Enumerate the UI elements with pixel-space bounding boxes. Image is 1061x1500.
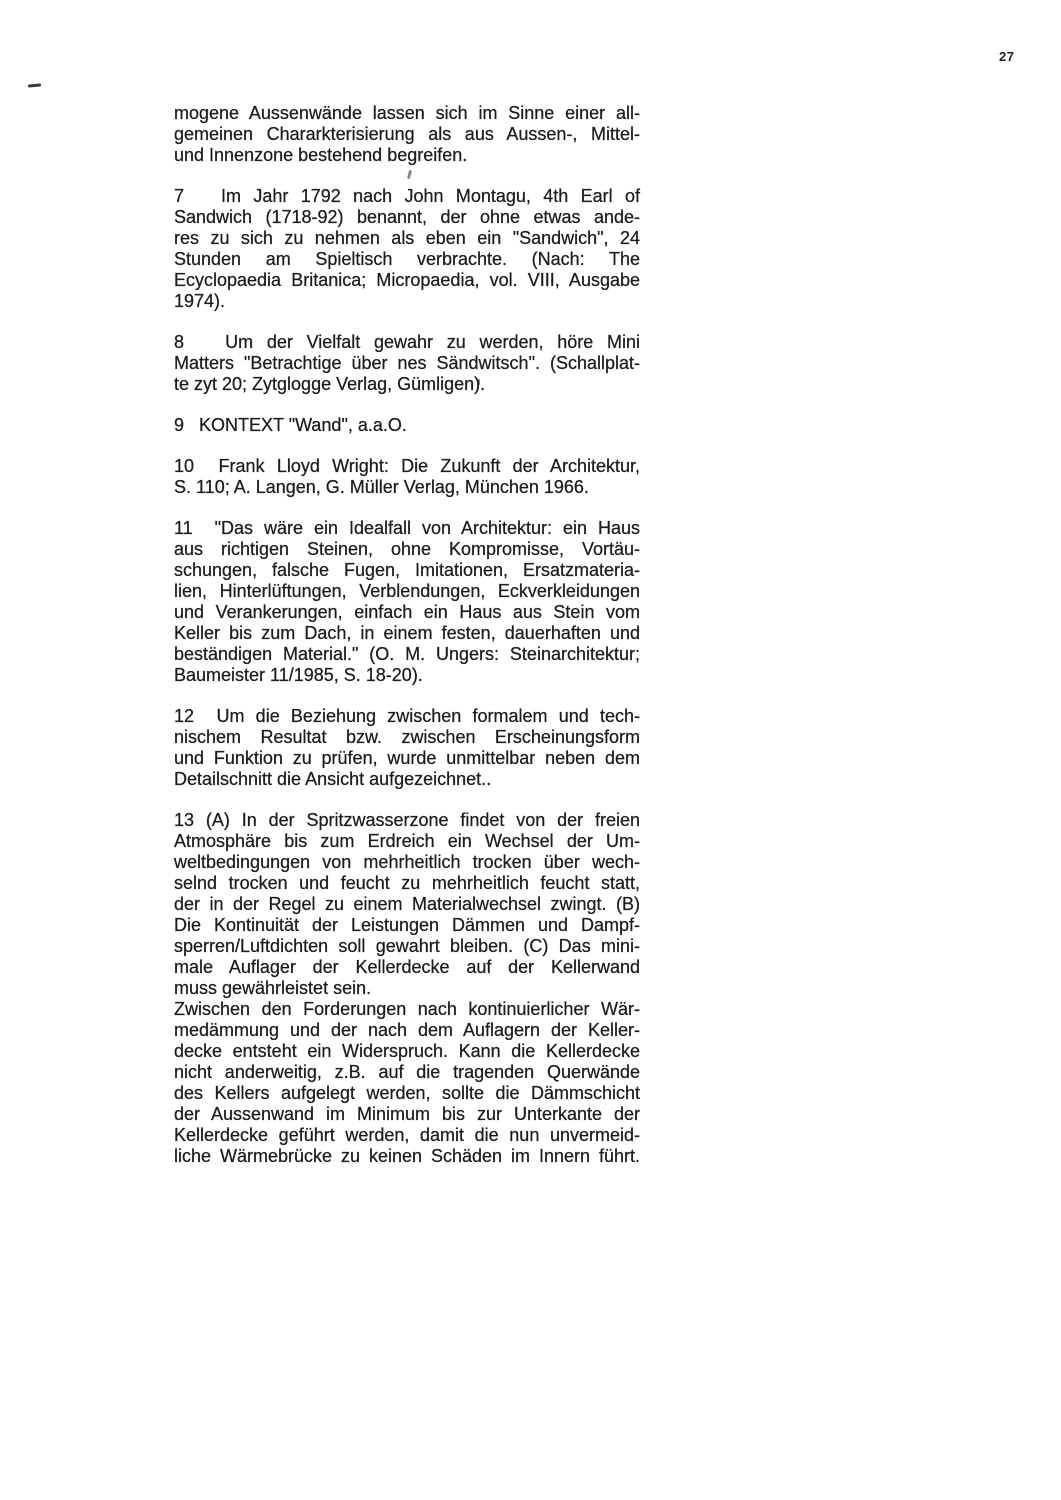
text-line: lien, Hinterlüftungen, Verblendungen, Eckverkleidungen	[174, 581, 640, 601]
text-line: 9 KONTEXT "Wand", a.a.O.	[174, 415, 407, 435]
text-line: male Auflager der Kellerdecke auf der Kellerwand	[174, 957, 640, 977]
text-line: Zwischen den Forderungen nach kontinuierlicher Wär-	[174, 999, 640, 1019]
text-line: und Verankerungen, einfach ein Haus aus Stein vom	[174, 602, 640, 622]
text-line: Matters "Betrachtige über nes Sändwitsch". (Schallplat-	[174, 353, 640, 373]
text-line: Kellerdecke geführt werden, damit die nun unvermeid-	[174, 1125, 640, 1145]
text-line: nicht anderweitig, z.B. auf die tragenden Querwände	[174, 1062, 640, 1082]
text-line: Stunden am Spieltisch verbrachte. (Nach: The	[174, 249, 640, 269]
text-line: 7 Im Jahr 1792 nach John Montagu, 4th Earl of	[174, 186, 640, 206]
text-line: Ecyclopaedia Britanica; Micropaedia, vol. VIII, Ausgabe	[174, 270, 640, 290]
text-line: te zyt 20; Zytglogge Verlag, Gümligen).	[174, 374, 486, 394]
text-line: decke entsteht ein Widerspruch. Kann die Kellerdecke	[174, 1041, 640, 1061]
text-line: 12 Um die Beziehung zwischen formalem und tech-	[174, 706, 640, 726]
text-line: sperren/Luftdichten soll gewahrt bleiben. (C) Das mini-	[174, 936, 640, 956]
text-line: gemeinen Chararkterisierung als aus Aussen-, Mittel-	[174, 124, 640, 144]
footnote-9	[174, 415, 640, 436]
text-line: des Kellers aufgelegt werden, sollte die Dämmschicht	[174, 1083, 640, 1103]
text-line: nischem Resultat bzw. zwischen Erscheinungsform	[174, 727, 640, 747]
text-line: Sandwich (1718-92) benannt, der ohne etwas ande-	[174, 207, 640, 227]
text-line: Detailschnitt die Ansicht aufgezeichnet..	[174, 769, 492, 789]
text-line: schungen, falsche Fugen, Imitationen, Ersatzmateria-	[174, 560, 640, 580]
text-line: res zu sich zu nehmen als eben ein "Sandwich", 24	[174, 228, 640, 248]
continuation-paragraph	[174, 103, 640, 166]
text-line: 10 Frank Lloyd Wright: Die Zukunft der Architektur,	[174, 456, 640, 476]
text-line: 1974).	[174, 291, 226, 311]
text-line: weltbedingungen von mehrheitlich trocken über wech-	[174, 852, 640, 872]
text-line: Keller bis zum Dach, in einem festen, dauerhaften und	[174, 623, 640, 643]
text-line: beständigen Material." (O. M. Ungers: Steinarchitektur;	[174, 644, 640, 664]
text-line: liche Wärmebrücke zu keinen Schäden im Innern führt.	[174, 1146, 640, 1166]
text-line: der in der Regel zu einem Materialwechsel zwingt. (B)	[174, 894, 640, 914]
footnote-13	[174, 810, 640, 999]
text-line: muss gewährleistet sein.	[174, 978, 372, 998]
footnotes-column	[174, 103, 640, 1187]
text-line: und Innenzone bestehend begreifen.	[174, 145, 468, 165]
text-line: 13 (A) In der Spritzwasserzone findet von der freien	[174, 810, 640, 830]
text-line: und Funktion zu prüfen, wurde unmittelbar neben dem	[174, 748, 640, 768]
text-line: S. 110; A. Langen, G. Müller Verlag, München 1966.	[174, 477, 589, 497]
footnote-12	[174, 706, 640, 790]
footnote-7	[174, 186, 640, 312]
text-line: medämmung und der nach dem Auflagern der Keller-	[174, 1020, 640, 1040]
text-line: 11 "Das wäre ein Idealfall von Architektur: ein Haus	[174, 518, 640, 538]
text-line: Atmosphäre bis zum Erdreich ein Wechsel der Um-	[174, 831, 640, 851]
text-line: mogene Aussenwände lassen sich im Sinne einer all-	[174, 103, 640, 123]
footnote-10	[174, 456, 640, 498]
text-line: Die Kontinuität der Leistungen Dämmen und Dampf-	[174, 915, 640, 935]
footnote-8	[174, 332, 640, 395]
footnote-13-continued	[174, 999, 640, 1167]
page-number: 27	[999, 49, 1015, 64]
scan-artifact	[28, 83, 41, 87]
text-line: aus richtigen Steinen, ohne Kompromisse, Vortäu-	[174, 539, 640, 559]
text-line: selnd trocken und feucht zu mehrheitlich feucht statt,	[174, 873, 640, 893]
text-line: der Aussenwand im Minimum bis zur Unterkante der	[174, 1104, 640, 1124]
text-line: 8 Um der Vielfalt gewahr zu werden, höre Mini	[174, 332, 640, 352]
text-line: Baumeister 11/1985, S. 18-20).	[174, 665, 423, 685]
footnote-11	[174, 518, 640, 686]
